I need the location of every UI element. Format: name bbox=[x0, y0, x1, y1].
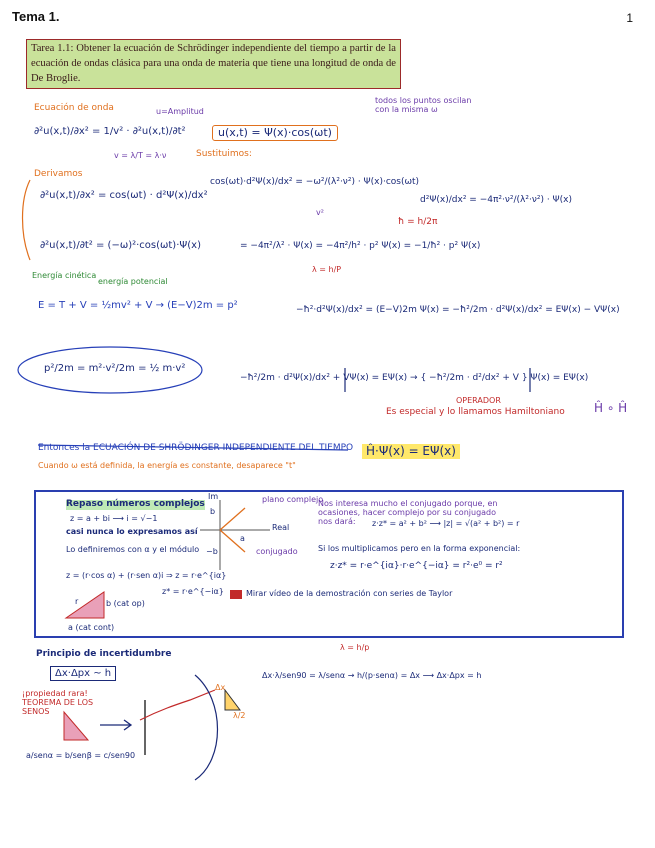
complex-plane-label: plano complejo bbox=[262, 495, 324, 504]
triangle-hypotenuse: r bbox=[75, 597, 79, 606]
sine-rule-note: ¡propiedad rara! TEOREMA DE LOS SENOS bbox=[22, 689, 94, 716]
hamiltonian-symbol: Ĥ ∘ Ĥ bbox=[594, 401, 628, 415]
uncertainty-derivation: Δx·λ/sen90 = λ/senα → h/(p·senα) = Δx ⟶ Δx·Δpx = h bbox=[262, 671, 482, 680]
hbar-equation: −ħ²·d²Ψ(x)/dx² = (E−V)2m Ψ(x) = −ħ²/2m · d²Ψ(x)/dx² = EΨ(x) − VΨ(x) bbox=[296, 305, 620, 315]
kinetic-form: p²/2m = m²·v²/2m = ½ m·v² bbox=[44, 363, 186, 374]
task-statement: Tarea 1.1: Obtener la ecuación de Schrödinger independiente del tiempo a partir de la ecuación de ondas clásica para una onda de materia que tiene una longitud de onda de De Broglie. bbox=[26, 39, 401, 89]
schrodinger-expanded: −ħ²/2m · d²Ψ(x)/dx² + VΨ(x) = EΨ(x) → { −ħ²/2m · d²/dx² + V } Ψ(x) = EΨ(x) bbox=[240, 373, 589, 383]
ansatz-box: u(x,t) = Ψ(x)·cos(ωt) bbox=[212, 125, 338, 141]
v-squared-note: v² bbox=[316, 208, 324, 217]
derivation-chain: = −4π²/λ² · Ψ(x) = −4π²/h² · p² Ψ(x) = −1/ħ² · p² Ψ(x) bbox=[240, 241, 481, 251]
lambda-hp: λ = h/p bbox=[340, 643, 370, 652]
uncertainty-relation: Δx·Δpx ~ h bbox=[50, 666, 116, 681]
exponential-note: Si los multiplicamos pero en la forma exponencial: bbox=[318, 544, 521, 553]
wave-path bbox=[140, 690, 215, 720]
substitution-result: d²Ψ(x)/dx² = −4π²·ν²/(λ²·ν²) · Ψ(x) bbox=[420, 195, 572, 205]
polar-description: Lo definiremos con α y el módulo bbox=[66, 545, 200, 554]
modulus-equation: z·z* = a² + b² ⟶ |z| = √(a² + b²) = r bbox=[372, 519, 520, 528]
wave-label: Ecuación de onda bbox=[34, 103, 114, 113]
all-points-note: todos los puntos oscilan con la misma ω bbox=[375, 96, 472, 114]
conjugate-label: conjugado bbox=[256, 547, 298, 556]
trig-form: z = (r·cos α) + (r·sen α)i ⇒ z = r·e^{iα} bbox=[66, 571, 227, 580]
point-b: b bbox=[210, 507, 216, 516]
exponential-result: z·z* = r·e^{iα}·r·e^{−iα} = r²·e⁰ = r² bbox=[330, 561, 503, 571]
wave-triangle bbox=[225, 690, 240, 710]
sine-rule: a/senα = b/senβ = c/sen90 bbox=[26, 751, 136, 760]
axis-real-label: Real bbox=[272, 523, 290, 532]
arrow-icon bbox=[100, 720, 131, 730]
point-neg-b: −b bbox=[206, 547, 218, 556]
kinetic-energy-note: Energía cinética bbox=[32, 271, 97, 280]
video-note: Mirar vídeo de la demostración con series de Taylor bbox=[246, 589, 453, 598]
derivatives-label: Derivamos bbox=[34, 169, 83, 179]
lambda-definition: λ = h/P bbox=[312, 265, 342, 274]
operator-label: OPERADOR bbox=[456, 396, 501, 405]
complex-review-title: Repaso números complejos bbox=[66, 499, 205, 509]
triangle-adjacent: a (cat cont) bbox=[68, 623, 115, 632]
dx-label: Δx bbox=[215, 683, 226, 692]
axis-im-label: Im bbox=[208, 492, 219, 501]
amplitude-note: u=Amplitud bbox=[156, 107, 204, 116]
substitute-label: Sustituimos: bbox=[196, 149, 252, 159]
substitution-equation: cos(ωt)·d²Ψ(x)/dx² = −ω²/(λ²·ν²) · Ψ(x)·cos(ωt) bbox=[210, 177, 420, 187]
conclusion-text: Entonces la ECUACIÓN DE SHRÖDINGER INDEPENDIENTE DEL TIEMPO bbox=[38, 443, 354, 453]
triangle-opposite: b (cat op) bbox=[106, 599, 145, 608]
uncertainty-title: Principio de incertidumbre bbox=[36, 649, 172, 659]
potential-energy-note: energía potencial bbox=[98, 277, 168, 286]
hamiltonian-note: Es especial y lo llamamos Hamiltoniano bbox=[386, 407, 565, 417]
conjugate-form: z* = r·e^{−iα} bbox=[162, 587, 224, 596]
derivatives-brace bbox=[23, 180, 31, 260]
second-derivative-t: ∂²u(x,t)/∂t² = (−ω)²·cos(ωt)·Ψ(x) bbox=[40, 240, 201, 251]
complex-remark: casi nunca lo expresamos así bbox=[66, 527, 198, 536]
conclusion-note: Cuando ω está definida, la energía es constante, desaparece "t" bbox=[38, 461, 296, 470]
wave-equation: ∂²u(x,t)/∂x² = 1/v² · ∂²u(x,t)/∂t² bbox=[34, 126, 186, 137]
second-derivative-x: ∂²u(x,t)/∂x² = cos(ωt) · d²Ψ(x)/dx² bbox=[40, 190, 208, 201]
total-energy: E = T + V = ½mv² + V → (E−V)2m = p² bbox=[38, 300, 238, 311]
conjugate-note: Nos interesa mucho el conjugado porque, en ocasiones, hacer complejo por su conjugado nos dará: bbox=[318, 499, 498, 526]
half-lambda-label: λ/2 bbox=[233, 711, 246, 720]
page-title: Tema 1. bbox=[12, 9, 60, 24]
schrodinger-equation: Ĥ·Ψ(x) = EΨ(x) bbox=[362, 444, 460, 459]
velocity-relation: v = λ/T = λ·ν bbox=[114, 151, 167, 160]
complex-definition: z = a + bi ⟶ i = √−1 bbox=[70, 514, 158, 523]
page-number: 1 bbox=[626, 11, 633, 25]
point-a: a bbox=[240, 534, 245, 543]
hbar-definition: ħ = h/2π bbox=[398, 217, 438, 227]
